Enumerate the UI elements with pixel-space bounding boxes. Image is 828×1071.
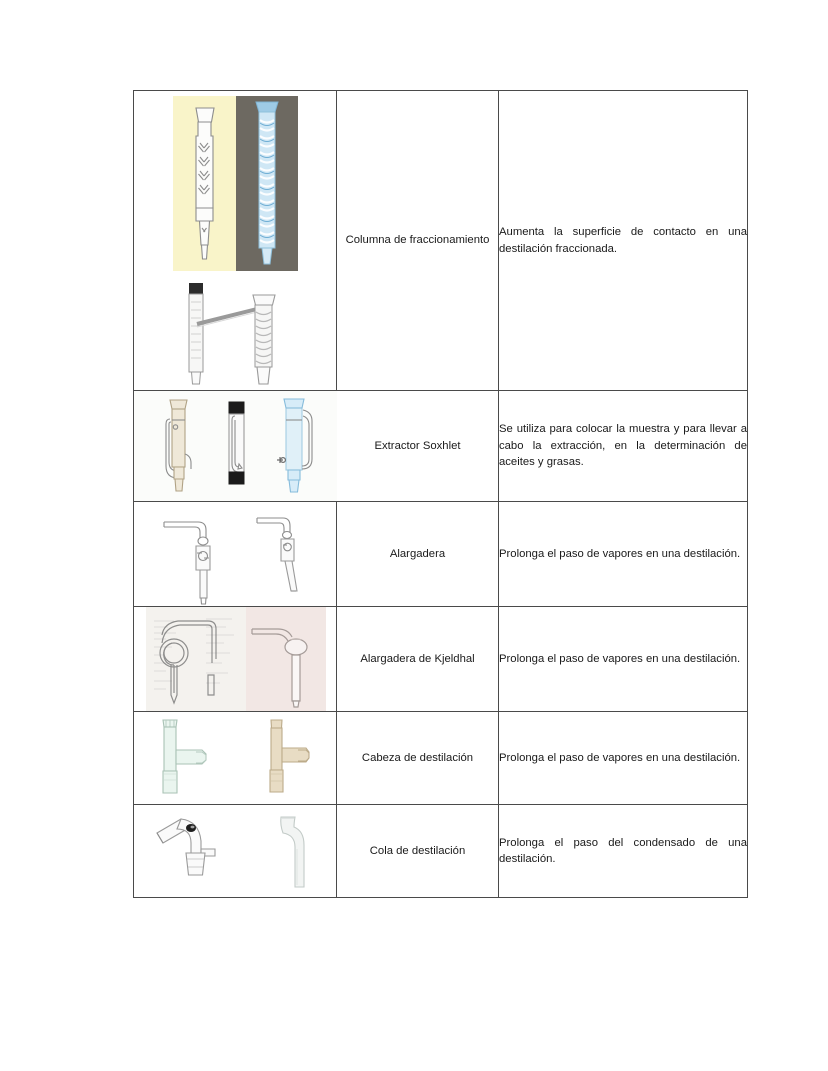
table-row bbox=[134, 502, 748, 607]
distillation-head-tan bbox=[258, 714, 320, 802]
equipment-description: Prolonga el paso de vapores en una destilación. bbox=[499, 652, 741, 665]
condenser-assembly-svg bbox=[134, 278, 337, 388]
table-row bbox=[134, 712, 748, 805]
kjeldhal-photo bbox=[246, 607, 326, 711]
equipment-name: Extractor Soxhlet bbox=[374, 439, 461, 452]
alargadera-drawing-left bbox=[160, 506, 226, 606]
equipment-name-cell bbox=[337, 391, 499, 502]
alargadera-kjeldhal-images bbox=[134, 607, 337, 711]
spiral-column-photo bbox=[236, 96, 298, 271]
kjeldhal-sketch bbox=[146, 607, 246, 711]
cabeza-destilacion-images bbox=[134, 712, 337, 804]
equipment-image-cell bbox=[134, 805, 337, 898]
vigreux-column-svg bbox=[173, 96, 236, 271]
distillation-head-clear bbox=[152, 714, 214, 802]
equipment-name: Columna de fraccionamiento bbox=[345, 234, 490, 247]
image-panel-group bbox=[134, 712, 337, 804]
equipment-image-cell bbox=[134, 91, 337, 391]
equipment-image-cell bbox=[134, 712, 337, 805]
equipment-description-cell bbox=[499, 805, 748, 898]
equipment-name-cell bbox=[337, 607, 499, 712]
soxhlet-tan-diagram bbox=[154, 394, 202, 498]
kjeldhal-photo-svg bbox=[246, 607, 326, 711]
equipment-description-cell bbox=[499, 607, 748, 712]
alargadera-images bbox=[134, 502, 337, 606]
equipment-description-cell bbox=[499, 502, 748, 607]
equipment-name-cell bbox=[337, 712, 499, 805]
image-panel-group bbox=[134, 391, 337, 501]
equipment-description: Se utiliza para colocar la muestra y para llevar a cabo la extracción, en la determinación de aceites y grasas. bbox=[499, 423, 747, 469]
equipment-description-cell bbox=[499, 712, 748, 805]
soxhlet-blue-diagram bbox=[270, 394, 318, 498]
equipment-name-cell bbox=[337, 805, 499, 898]
image-panel-group-top bbox=[134, 96, 337, 276]
table-row bbox=[134, 91, 748, 391]
equipment-name: Alargadera bbox=[389, 547, 446, 560]
table-row bbox=[134, 391, 748, 502]
distillation-tail-photo bbox=[269, 807, 321, 895]
equipment-name: Alargadera de Kjeldhal bbox=[360, 652, 475, 665]
columna-de-fraccionamiento-images bbox=[134, 96, 337, 390]
alargadera-left-svg bbox=[160, 506, 226, 606]
equipment-description: Prolonga el paso del condensado de una destilación. bbox=[499, 836, 747, 865]
extractor-soxhlet-images bbox=[134, 391, 337, 501]
distillation-head-clear-svg bbox=[152, 714, 214, 802]
spiral-column-svg bbox=[236, 96, 298, 271]
table-row bbox=[134, 805, 748, 898]
kjeldhal-sketch-svg bbox=[146, 607, 246, 711]
equipment-description: Prolonga el paso de vapores en una destilación. bbox=[499, 547, 741, 560]
image-panel-group bbox=[134, 502, 337, 606]
soxhlet-tan-svg bbox=[154, 394, 202, 498]
equipment-image-cell bbox=[134, 391, 337, 502]
vigreux-column-diagram bbox=[173, 96, 236, 271]
soxhlet-black-caps-diagram bbox=[216, 394, 256, 498]
cola-destilacion-images bbox=[134, 805, 337, 897]
equipment-name: Cabeza de destilación bbox=[361, 751, 474, 764]
image-panel-group bbox=[134, 607, 337, 711]
table-row bbox=[134, 607, 748, 712]
equipment-image-cell bbox=[134, 607, 337, 712]
distillation-tail-drawing-svg bbox=[151, 807, 229, 895]
alargadera-right-svg bbox=[254, 506, 312, 606]
soxhlet-blue-svg bbox=[270, 394, 318, 498]
distillation-tail-drawing bbox=[151, 807, 229, 895]
equipment-name-cell bbox=[337, 502, 499, 607]
equipment-description-cell bbox=[499, 391, 748, 502]
image-panel-group bbox=[134, 805, 337, 897]
equipment-name-cell bbox=[337, 91, 499, 391]
equipment-image-cell bbox=[134, 502, 337, 607]
laboratory-equipment-table bbox=[133, 90, 748, 898]
alargadera-drawing-right bbox=[254, 506, 312, 606]
distillation-tail-photo-svg bbox=[269, 807, 321, 895]
condenser-assembly-photo bbox=[134, 278, 337, 390]
equipment-description-cell bbox=[499, 91, 748, 391]
equipment-description: Aumenta la superficie de contacto en una destilación fraccionada. bbox=[499, 226, 747, 255]
soxhlet-black-caps-svg bbox=[216, 394, 256, 498]
equipment-name: Cola de destilación bbox=[369, 844, 466, 857]
equipment-description: Prolonga el paso de vapores en una destilación. bbox=[499, 751, 741, 764]
distillation-head-tan-svg bbox=[258, 714, 320, 802]
